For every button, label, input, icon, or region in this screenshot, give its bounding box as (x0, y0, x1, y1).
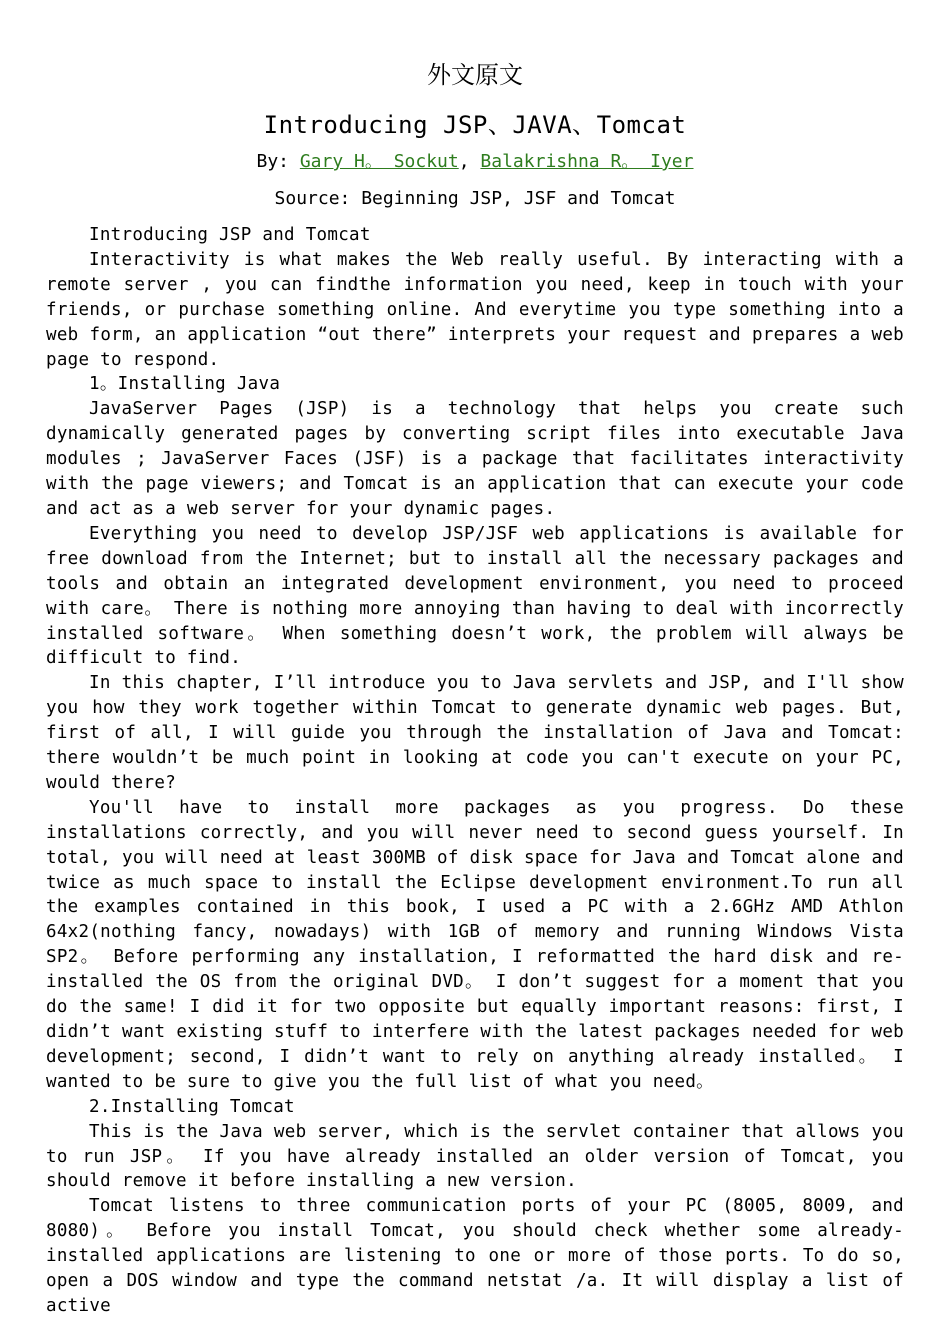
section-heading-java: 1。Installing Java (89, 374, 281, 395)
section-heading-intro: Introducing JSP and Tomcat (89, 225, 371, 245)
paragraph: JavaServer Pages (JSP) is a technology that helps you create such dynamically generated pages by converting script files into executable Java modules ; JavaServer Faces (JSF) is a package that facilitates interactivity with the page viewers; and Tomcat is an application that can execute your code and act as a web server for your dynamic pages. (46, 399, 904, 519)
byline (0, 149, 950, 175)
author-link-2[interactable]: Balakrishna R。 Iyer (480, 151, 694, 172)
paragraph: Interactivity is what makes the Web really useful. By interacting with a remote server , you can findthe information you need, keep in touch with your friends, or purchase something online. And everytime you type something into a web form, an application “out there” interprets your request and prepares a web page to respond. (46, 249, 904, 370)
source-line: Source: Beginning JSP, JSF and Tomcat (274, 188, 676, 209)
paragraph: Tomcat listens to three communication ports of your PC (8005, 8009, and 8080)。 Before you install Tomcat, you should check whether some already-installed applications are listening to one or more of those ports. To do so, open a DOS window and type the command netstat /a. It will display a list of active (46, 1196, 904, 1316)
paragraph: Everything you need to develop JSP/JSF web applications is available for free download from the Internet; but to install all the necessary packages and tools and obtain an integrated development environment, you need to proceed with care。 There is nothing more annoying than having to deal with incorrectly installed software。 When something doesn’t work, the problem will always be difficult to find. (46, 523, 904, 669)
byline-separator: , (458, 151, 481, 172)
article-title: Introducing JSP、JAVA、Tomcat (263, 111, 687, 139)
author-link-1[interactable]: Gary H。 Sockut (299, 151, 459, 172)
paragraph: You'll have to install more packages as you progress. Do these installations correctly, and you will never need to second guess yourself. In total, you will need at least 300MB of disk space for Java and Tomcat alone and twice as much space to install the Eclipse development environment.To run all the examples contained in this book, I used a PC with a 2.6GHz AMD Athlon 64x2(nothing fancy, nowadays) with 1GB of memory and running Windows Vista SP2。 Before performing any installation, I reformatted the hard disk and re-installed the OS from the original DVD。 I don’t suggest for a moment that you do the same! I did it for two opposite but equally important reasons: first, I didn’t want existing stuff to interfere with the latest packages needed for web development; second, I didn’t want to rely on anything already installed。 I wanted to be sure to give you the full list of what you need。 (46, 797, 904, 1092)
byline-prefix: By: (256, 151, 300, 172)
section-heading-tomcat: 2.Installing Tomcat (89, 1096, 295, 1117)
document-title: 外文原文 (427, 61, 523, 89)
body-text (46, 223, 904, 1319)
paragraph: This is the Java web server, which is the servlet container that allows you to run JSP。 If you have already installed an older version of Tomcat, you should remove it before installing a new version. (46, 1121, 904, 1192)
paragraph: In this chapter, I’ll introduce you to Java servlets and JSP, and I'll show you how they work together within Tomcat to generate dynamic web pages. But, first of all, I will guide you through the installation of Java and Tomcat: there wouldn’t be much point in looking at code you can't execute on your PC, would there? (46, 673, 904, 793)
